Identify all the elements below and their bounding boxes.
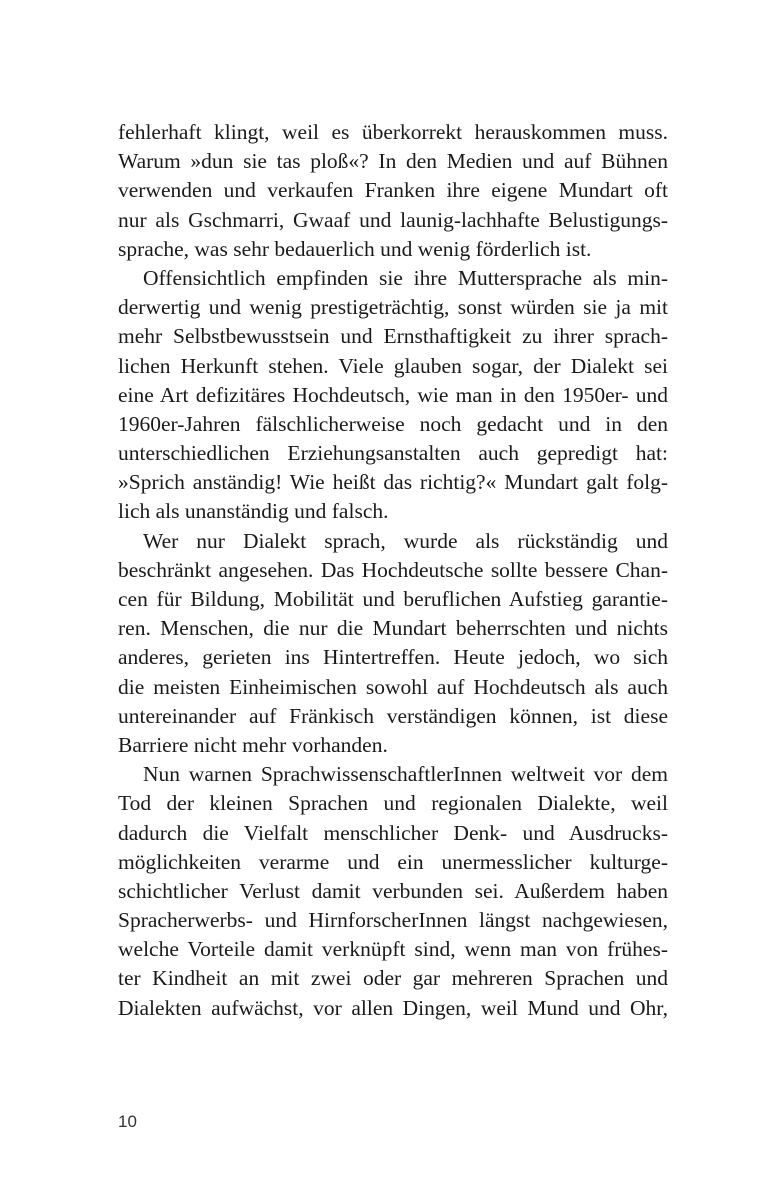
- text-line: dadurch die Vielfalt menschlicher Denk- und Ausdrucks-: [118, 820, 668, 845]
- text-line: Tod der kleinen Sprachen und regionalen Dialekte, weil: [118, 791, 668, 816]
- text-line: Spracherwerbs- und HirnforscherInnen längst nachgewiesen,: [118, 908, 668, 933]
- text-line: Offensichtlich empfinden sie ihre Muttersprache als min-: [143, 265, 668, 290]
- text-line: lichen Herkunft stehen. Viele glauben sogar, der Dialekt sei: [118, 353, 668, 378]
- text-line: ter Kindheit an mit zwei oder gar mehreren Sprachen und: [118, 966, 668, 991]
- text-line: ren. Menschen, die nur die Mundart beherrschten und nichts: [118, 616, 668, 641]
- text-line: 1960er-Jahren fälschlicherweise noch gedacht und in den: [118, 411, 668, 436]
- text-line: Dialekten aufwächst, vor allen Dingen, weil Mund und Ohr,: [118, 995, 668, 1020]
- text-line: Warum »dun sie tas ploß«? In den Medien und auf Bühnen: [118, 149, 668, 174]
- text-line: Nun warnen SprachwissenschaftlerInnen weltweit vor dem: [143, 762, 668, 787]
- paragraph-1: [118, 118, 668, 264]
- text-line: unterschiedlichen Erziehungsanstalten auch gepredigt hat:: [118, 441, 668, 466]
- text-line: untereinander auf Fränkisch verständigen können, ist diese: [118, 703, 668, 728]
- text-line: mehr Selbstbewusstsein und Ernsthaftigkeit zu ihrer sprach-: [118, 324, 668, 349]
- text-line: Wer nur Dialekt sprach, wurde als rückständig und: [143, 528, 668, 553]
- text-line: eine Art defizitäres Hochdeutsch, wie man in den 1950er- und: [118, 382, 668, 407]
- text-line: welche Vorteile damit verknüpft sind, wenn man von frühes-: [118, 937, 668, 962]
- text-line: derwertig und wenig prestigeträchtig, sonst würden sie ja mit: [118, 295, 668, 320]
- text-line: »Sprich anständig! Wie heißt das richtig?« Mundart galt folg-: [118, 470, 668, 495]
- paragraph-3: [118, 527, 668, 761]
- text-line: möglichkeiten verarme und ein unermesslicher kulturge-: [118, 849, 668, 874]
- paragraph-4: [118, 760, 668, 1023]
- text-line: beschränkt angesehen. Das Hochdeutsche sollte bessere Chan-: [118, 557, 668, 582]
- page-number: 10: [118, 1112, 137, 1131]
- text-line: lich als unanständig und falsch.: [118, 499, 389, 524]
- text-line: Barriere nicht mehr vorhanden.: [118, 732, 388, 757]
- text-line: die meisten Einheimischen sowohl auf Hochdeutsch als auch: [118, 674, 668, 699]
- text-line: fehlerhaft klingt, weil es überkorrekt herauskommen muss.: [118, 120, 668, 144]
- paragraph-2: [118, 264, 668, 527]
- text-line: sprache, was sehr bedauerlich und wenig förderlich ist.: [118, 236, 592, 261]
- text-line: schichtlicher Verlust damit verbunden sei. Außerdem haben: [118, 878, 668, 903]
- body-text: [118, 118, 668, 1023]
- text-line: nur als Gschmarri, Gwaaf und launig-lachhafte Belustigungs-: [118, 207, 668, 232]
- text-line: anderes, gerieten ins Hintertreffen. Heute jedoch, wo sich: [118, 645, 668, 670]
- text-line: cen für Bildung, Mobilität und beruflichen Aufstieg garantie-: [118, 587, 668, 611]
- text-line: verwenden und verkaufen Franken ihre eigene Mundart oft: [118, 178, 668, 203]
